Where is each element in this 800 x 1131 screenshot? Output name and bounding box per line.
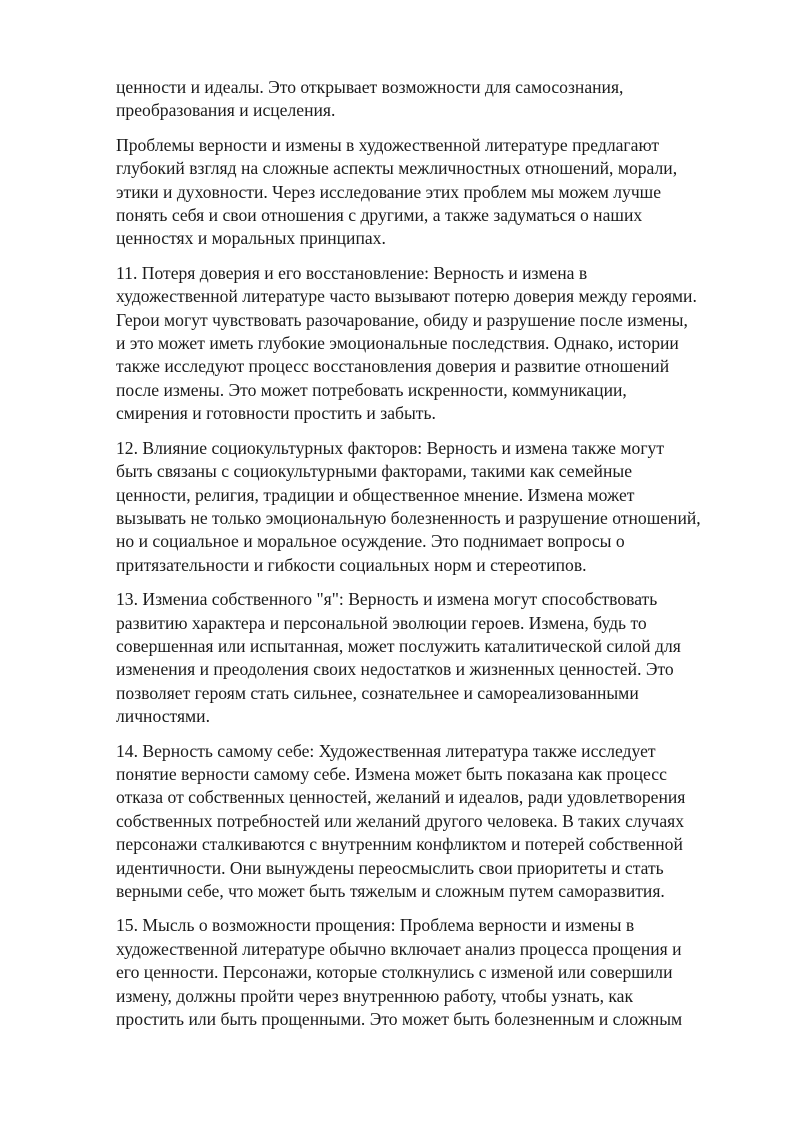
text-line: ценностях и моральных принципах. [116,228,386,249]
paragraph [116,914,744,1031]
paragraph [116,76,744,123]
text-line: после измены. Это может потребовать искренности, коммуникации, [116,379,627,400]
text-line: верными себе, что может быть тяжелым и сложным путем саморазвития. [116,881,665,901]
text-line: художественной литературе обычно включает анализ процесса прощения и [116,938,682,959]
text-line: и это может иметь глубокие эмоциональные последствия. Однако, истории [116,333,679,354]
text-line: преобразования и исцеления. [116,100,336,121]
text-line: ценности, религия, традиции и общественное мнение. Измена может [116,484,635,505]
text-line: персонажи сталкиваются с внутренним конфликтом и потерей собственной [116,834,683,855]
text-line: Проблемы верности и измены в художественной литературе предлагают [116,134,660,155]
paragraph [116,740,744,904]
text-line: глубокий взгляд на сложные аспекты межличностных отношений, морали, [116,158,678,179]
text-line: быть связаны с социокультурными факторами, такими как семейные [116,461,633,482]
text-line: совершенная или испытанная, может послужить каталитической силой для [116,635,681,656]
text-line: 13. Измениа собственного "я": Верность и измена могут способствовать [116,589,658,610]
text-line: вызывать не только эмоциональную болезненность и разрушение отношений, [116,507,701,528]
text-line: простить или быть прощенными. Это может быть болезненным и сложным [116,1009,683,1030]
text-line: также исследуют процесс восстановления доверия и развитие отношений [116,356,670,377]
text-line: 14. Верность самому себе: Художественная литература также исследует [116,740,656,761]
text-line: понять себя и свои отношения с другими, а также задуматься о наших [116,205,643,226]
paragraph [116,588,744,728]
text-line: личностями. [116,706,210,727]
text-line: собственных потребностей или желаний другого человека. В таких случаях [116,810,685,831]
text-line: 15. Мысль о возможности прощения: Проблема верности и измены в [116,915,635,936]
text-line: позволяет героям стать сильнее, сознательнее и самореализованными [116,682,639,703]
text-line: 11. Потеря доверия и его восстановление: Верность и измена в [116,262,588,283]
document-body [116,76,744,1042]
text-line: развитию характера и персональной эволюции героев. Измена, будь то [116,612,647,633]
text-line: этики и духовности. Через исследование этих проблем мы можем лучше [116,181,662,202]
text-line: ценности и идеалы. Это открывает возможности для самосознания, [116,77,624,97]
text-line: изменения и преодоления своих недостатков и жизненных ценностей. Это [116,659,674,680]
text-line: понятие верности самому себе. Измена может быть показана как процесс [116,763,667,784]
text-line: Герои могут чувствовать разочарование, обиду и разрушение после измены, [116,309,688,330]
paragraph [116,134,744,251]
paragraph [116,437,744,577]
text-line: смирения и готовности простить и забыть. [116,403,436,424]
text-line: притязательности и гибкости социальных норм и стереотипов. [116,554,587,575]
paragraph [116,262,744,426]
text-line: 12. Влияние социокультурных факторов: Верность и измена также могут [116,437,665,458]
text-line: его ценности. Персонажи, которые столкнулись с изменой или совершили [116,962,673,983]
text-line: измену, должны пройти через внутреннюю работу, чтобы узнать, как [116,985,634,1006]
text-line: отказа от собственных ценностей, желаний и идеалов, ради удовлетворения [116,787,686,808]
text-line: художественной литературе часто вызывают потерю доверия между героями. [116,286,697,307]
text-line: но и социальное и моральное осуждение. Это поднимает вопросы о [116,531,625,552]
text-line: идентичности. Они вынуждены переосмыслить свои приоритеты и стать [116,857,664,878]
